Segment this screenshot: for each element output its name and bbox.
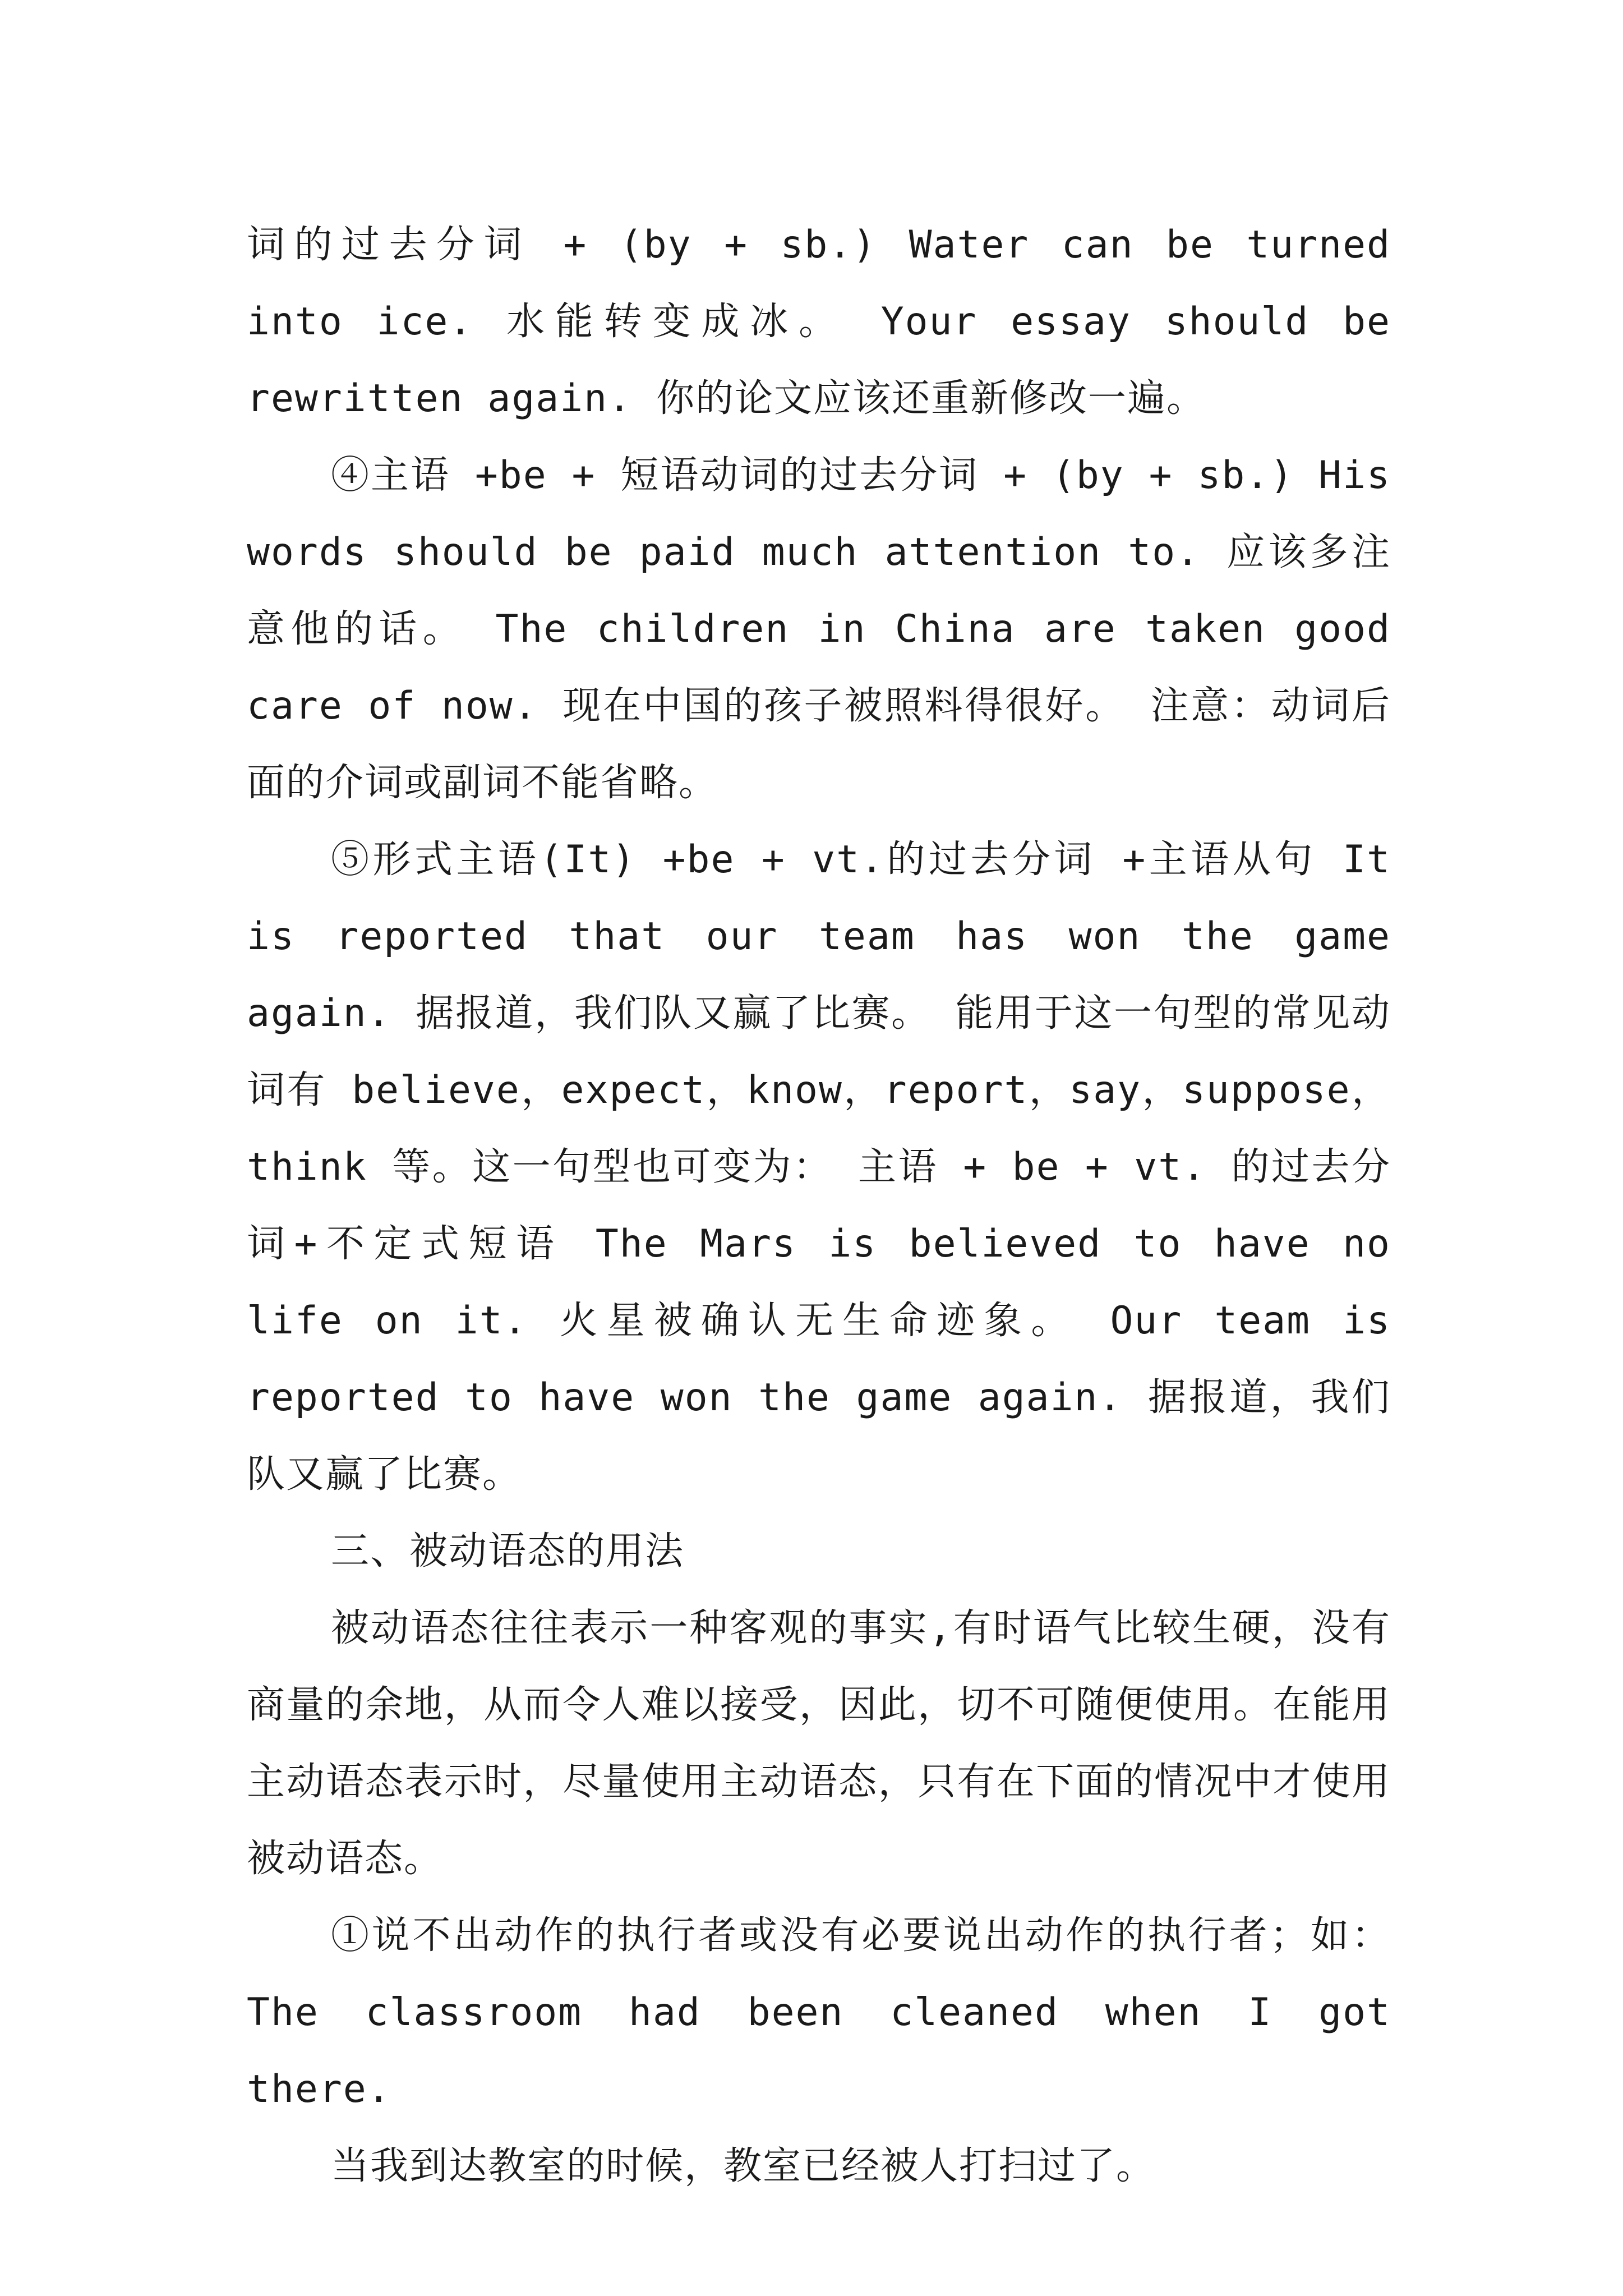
paragraph-formal-subject-it: ⑤形式主语(It) +be + vt.的过去分词 +主语从句 It is reported that our team has won the game again. 据报道，我们队又赢了比赛。 能用于这一句型的常见动词有 believe，expect，know，report，say，suppose，think 等。这一句型也可变为： 主语 + be + vt. 的过去分词+不定式短语 The Mars is believed to have no life on it. 火星被确认无生命迹象。 Our team is reported to have won the game again. 据报道，我们队又赢了比赛。 bbox=[247, 838, 1391, 1497]
paragraph-phrasal-verb-passive: ④主语 +be + 短语动词的过去分词 + (by + sb.) His words should be paid much attention to. 应该多注意他的话。 The children in China are taken good care of now. 现在中国的孩子被照料得很好。 注意：动词后面的介词或副词不能省略。 bbox=[247, 453, 1391, 805]
section-heading-usage: 三、被动语态的用法 bbox=[331, 1529, 685, 1573]
paragraph-usage-translation: 当我到达教室的时候，教室已经被人打扫过了。 bbox=[331, 2144, 1156, 2188]
paragraph-passive-examples: 词的过去分词 + (by + sb.) Water can be turned into ice. 水能转变成冰。 Your essay should be rewritten again. 你的论文应该还重新修改一遍。 bbox=[247, 223, 1391, 421]
document-body bbox=[247, 206, 1391, 2205]
paragraph-usage-intro: 被动语态往往表示一种客观的事实,有时语气比较生硬，没有商量的余地，从而令人难以接受，因此，切不可随便使用。在能用主动语态表示时，尽量使用主动语态，只有在下面的情况中才使用被动语态。 bbox=[247, 1606, 1391, 1881]
paragraph-usage-case-1: ①说不出动作的执行者或没有必要说出动作的执行者；如：The classroom had been cleaned when I got there. bbox=[247, 1913, 1391, 2111]
